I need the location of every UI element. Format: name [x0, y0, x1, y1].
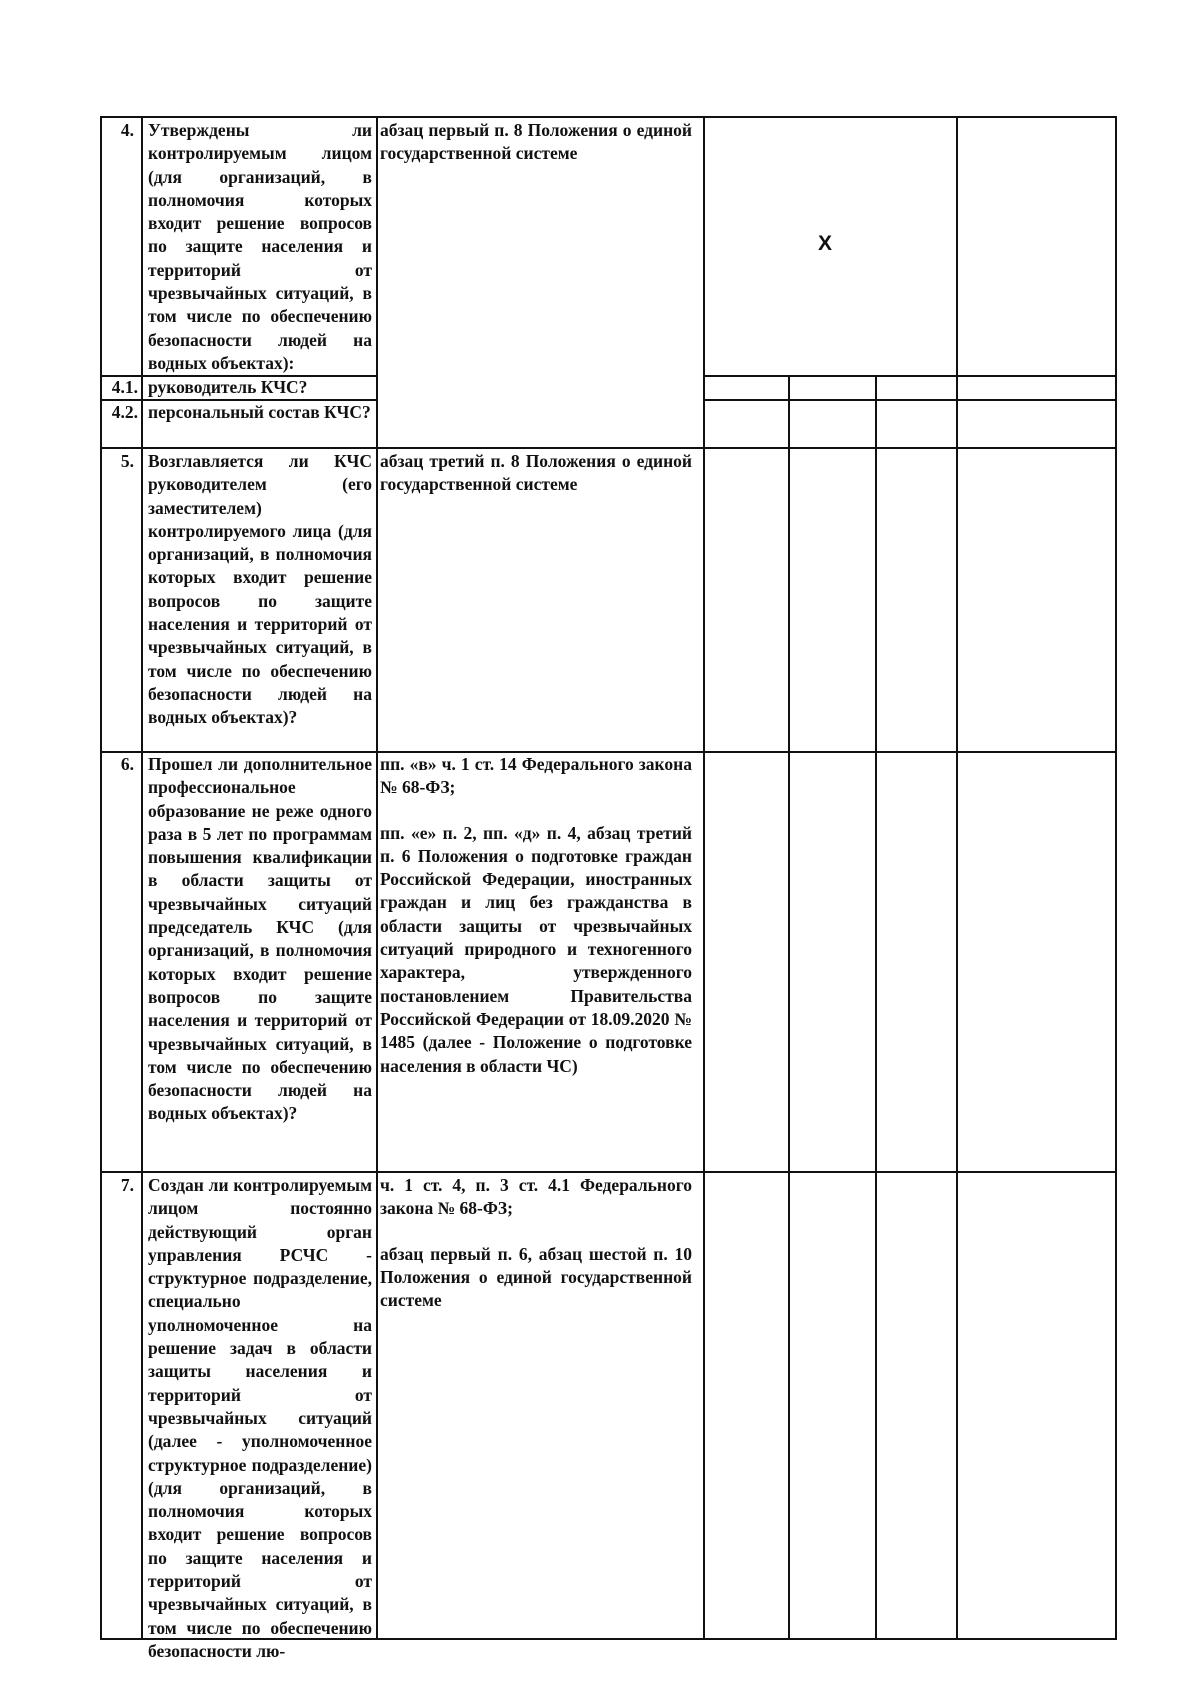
- row-question: Создан ли контролируемым лицом постоянно действующий орган управления РСЧС - структурное подразделение, специально уполномоченное на решение задач в области защиты населения и территорий от чрезвычайных ситуаций (далее - уполномоченное структурное подразделение) (для организаций, в полномочия которых входит решение вопросов по защите населения и территорий от чрезвычайных ситуаций, в том числе по обеспечению безопасности лю-: [148, 1175, 372, 1661]
- row-divider-4-1-4-2-b: [704, 399, 1117, 401]
- row-number: 6.: [120, 754, 134, 774]
- legal-reference-paragraph: абзац первый п. 8 Положения о единой государственной системе: [380, 120, 692, 164]
- col-border-ref-c1: [703, 116, 705, 1640]
- row-number: 7.: [120, 1175, 134, 1195]
- legal-reference-paragraph: абзац первый п. 6, абзац шестой п. 10 Положения о единой государственной системе: [380, 1243, 692, 1311]
- merged-cell-mark: X: [818, 232, 833, 255]
- col-border-c2-c3-lower: [875, 375, 877, 1640]
- row-question: Прошел ли дополнительное профессиональное образование не реже одного раза в 5 лет по программам повышения квалификации в области защиты от чрезвычайных ситуаций председатель КЧС (для организаций, в полномочия которых входит решение вопросов по защите населения и территорий от чрезвычайных ситуаций, в том числе по обеспечению безопасности людей на водных объектах)?: [148, 754, 372, 1124]
- row-question: персональный состав КЧС?: [148, 402, 371, 422]
- row-divider-4-2-5: [100, 447, 1117, 449]
- row-legal-reference: [380, 119, 692, 188]
- row-legal-reference: [380, 450, 692, 519]
- col-border-right: [1115, 116, 1117, 1640]
- col-border-c3-c4: [956, 116, 958, 1640]
- col-border-num-question: [141, 116, 143, 1640]
- legal-reference-paragraph: ч. 1 ст. 4, п. 3 ст. 4.1 Федерального закона № 68-ФЗ;: [380, 1175, 692, 1219]
- row-number: 4.: [120, 120, 134, 140]
- legal-reference-paragraph: пп. «в» ч. 1 ст. 14 Федерального закона № 68-ФЗ;: [380, 754, 692, 798]
- row-number: 4.2.: [111, 402, 138, 422]
- col-border-question-ref: [376, 116, 378, 1640]
- row-divider-4-4-1-right: [704, 375, 1117, 377]
- row-question: руководитель КЧС?: [148, 377, 308, 397]
- row-divider-6-7: [100, 1171, 1117, 1173]
- col-border-c1-c2-lower: [788, 375, 790, 1640]
- table-top-border: [100, 116, 1117, 118]
- row-number: 4.1.: [111, 377, 138, 397]
- legal-reference-paragraph: пп. «е» п. 2, пп. «д» п. 4, абзац третий п. 6 Положения о подготовке граждан Российской Федерации, иностранных граждан и лиц без гражданства в области защиты от чрезвычайных ситуаций природного и техногенного характера, утвержденного постановлением Правительства Российской Федерации от 18.09.2020 № 1485 (далее - Положение о подготовке населения в области ЧС): [380, 822, 692, 1076]
- row-question: Утверждены ли контролируемым лицом (для организаций, в полномочия которых входит решение вопросов по защите населения и территорий от чрезвычайных ситуаций, в том числе по обеспечению безопасности людей на водных объектах):: [148, 120, 372, 373]
- row-number: 5.: [120, 451, 134, 471]
- row-legal-reference: [380, 753, 692, 1100]
- row-question: Возглавляется ли КЧС руководителем (его заместителем) контролируемого лица (для организаций, в полномочия которых входит решение вопросов по защите населения и территорий от чрезвычайных ситуаций, в том числе по обеспечению безопасности людей на водных объектах)?: [148, 451, 372, 728]
- row-legal-reference: [380, 1174, 692, 1334]
- col-border-left: [100, 116, 102, 1640]
- legal-reference-paragraph: абзац третий п. 8 Положения о единой государственной системе: [380, 451, 692, 495]
